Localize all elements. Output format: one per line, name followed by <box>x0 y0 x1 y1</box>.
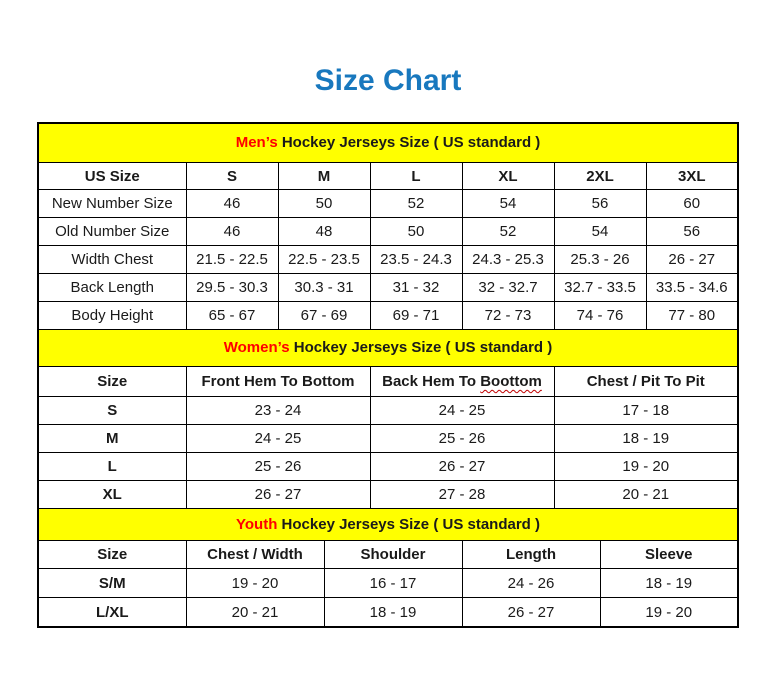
header-cell: US Size <box>39 163 186 190</box>
table-row <box>39 481 737 509</box>
data-cell: 30.3 - 31 <box>278 274 370 302</box>
row-label: New Number Size <box>39 190 186 218</box>
header-cell: 3XL <box>646 163 737 190</box>
data-cell: 50 <box>278 190 370 218</box>
data-cell: 54 <box>462 190 554 218</box>
table-row <box>39 190 737 218</box>
data-cell: 24 - 25 <box>186 425 370 453</box>
youth-table-title-highlight: Youth <box>236 516 278 533</box>
header-cell: Size <box>39 541 186 569</box>
data-cell: 25.3 - 26 <box>554 246 646 274</box>
header-cell <box>370 367 554 397</box>
youth-header-row <box>39 541 737 569</box>
table-row <box>39 598 737 627</box>
data-cell: 46 <box>186 190 278 218</box>
row-label: XL <box>39 481 186 509</box>
data-cell: 24.3 - 25.3 <box>462 246 554 274</box>
data-cell: 74 - 76 <box>554 302 646 330</box>
data-cell: 77 - 80 <box>646 302 737 330</box>
data-cell: 29.5 - 30.3 <box>186 274 278 302</box>
mens-table-title <box>39 124 737 163</box>
header-cell: Shoulder <box>324 541 462 569</box>
table-row <box>39 274 737 302</box>
table-row <box>39 302 737 330</box>
data-cell: 18 - 19 <box>324 598 462 627</box>
row-label: Old Number Size <box>39 218 186 246</box>
data-cell: 18 - 19 <box>554 425 737 453</box>
data-cell: 50 <box>370 218 462 246</box>
data-cell: 24 - 25 <box>370 397 554 425</box>
header-cell: Sleeve <box>600 541 737 569</box>
data-cell: 20 - 21 <box>186 598 324 627</box>
data-cell: 26 - 27 <box>370 453 554 481</box>
data-cell: 21.5 - 22.5 <box>186 246 278 274</box>
header-cell: L <box>370 163 462 190</box>
mens-header-row <box>39 163 737 190</box>
data-cell: 52 <box>370 190 462 218</box>
data-cell: 19 - 20 <box>186 569 324 598</box>
header-cell: Front Hem To Bottom <box>186 367 370 397</box>
row-label: L/XL <box>39 598 186 627</box>
youth-size-table <box>39 541 737 626</box>
data-cell: 56 <box>646 218 737 246</box>
table-row <box>39 569 737 598</box>
womens-size-table <box>39 367 737 508</box>
table-row <box>39 425 737 453</box>
data-cell: 52 <box>462 218 554 246</box>
data-cell: 26 - 27 <box>646 246 737 274</box>
womens-section <box>39 329 737 508</box>
data-cell: 26 - 27 <box>462 598 600 627</box>
data-cell: 17 - 18 <box>554 397 737 425</box>
data-cell: 16 - 17 <box>324 569 462 598</box>
data-cell: 46 <box>186 218 278 246</box>
header-cell: 2XL <box>554 163 646 190</box>
data-cell: 27 - 28 <box>370 481 554 509</box>
mens-table-title-highlight: Men’s <box>235 134 278 151</box>
row-label: Back Length <box>39 274 186 302</box>
row-label: L <box>39 453 186 481</box>
data-cell: 18 - 19 <box>600 569 737 598</box>
womens-table-title <box>39 329 737 367</box>
misspelled-word: Boottom <box>480 373 542 390</box>
mens-section <box>39 124 737 329</box>
mens-size-table <box>39 163 737 329</box>
youth-section <box>39 508 737 626</box>
data-cell: 65 - 67 <box>186 302 278 330</box>
data-cell: 19 - 20 <box>600 598 737 627</box>
table-row <box>39 397 737 425</box>
data-cell: 72 - 73 <box>462 302 554 330</box>
header-cell: XL <box>462 163 554 190</box>
data-cell: 33.5 - 34.6 <box>646 274 737 302</box>
size-chart <box>37 122 739 628</box>
data-cell: 24 - 26 <box>462 569 600 598</box>
data-cell: 56 <box>554 190 646 218</box>
row-label: S <box>39 397 186 425</box>
header-cell: M <box>278 163 370 190</box>
data-cell: 67 - 69 <box>278 302 370 330</box>
row-label: S/M <box>39 569 186 598</box>
youth-table-title <box>39 508 737 541</box>
data-cell: 25 - 26 <box>370 425 554 453</box>
data-cell: 25 - 26 <box>186 453 370 481</box>
womens-header-row <box>39 367 737 397</box>
data-cell: 32.7 - 33.5 <box>554 274 646 302</box>
data-cell: 19 - 20 <box>554 453 737 481</box>
data-cell: 20 - 21 <box>554 481 737 509</box>
row-label: M <box>39 425 186 453</box>
data-cell: 26 - 27 <box>186 481 370 509</box>
mens-table-title-rest: Hockey Jerseys Size ( US standard ) <box>281 134 541 151</box>
header-cell-text: Back Hem To <box>382 373 481 390</box>
data-cell: 23 - 24 <box>186 397 370 425</box>
data-cell: 23.5 - 24.3 <box>370 246 462 274</box>
data-cell: 48 <box>278 218 370 246</box>
table-row <box>39 246 737 274</box>
header-cell: Chest / Width <box>186 541 324 569</box>
header-cell: S <box>186 163 278 190</box>
data-cell: 22.5 - 23.5 <box>278 246 370 274</box>
header-cell: Size <box>39 367 186 397</box>
data-cell: 32 - 32.7 <box>462 274 554 302</box>
data-cell: 54 <box>554 218 646 246</box>
data-cell: 31 - 32 <box>370 274 462 302</box>
row-label: Width Chest <box>39 246 186 274</box>
womens-table-title-highlight: Women’s <box>223 339 290 356</box>
table-row <box>39 218 737 246</box>
data-cell: 69 - 71 <box>370 302 462 330</box>
table-row <box>39 453 737 481</box>
womens-table-title-rest: Hockey Jerseys Size ( US standard ) <box>293 339 553 356</box>
data-cell: 60 <box>646 190 737 218</box>
page-title: Size Chart <box>314 64 462 97</box>
row-label: Body Height <box>39 302 186 330</box>
header-cell: Chest / Pit To Pit <box>554 367 737 397</box>
header-cell: Length <box>462 541 600 569</box>
youth-table-title-rest: Hockey Jerseys Size ( US standard ) <box>281 516 540 533</box>
